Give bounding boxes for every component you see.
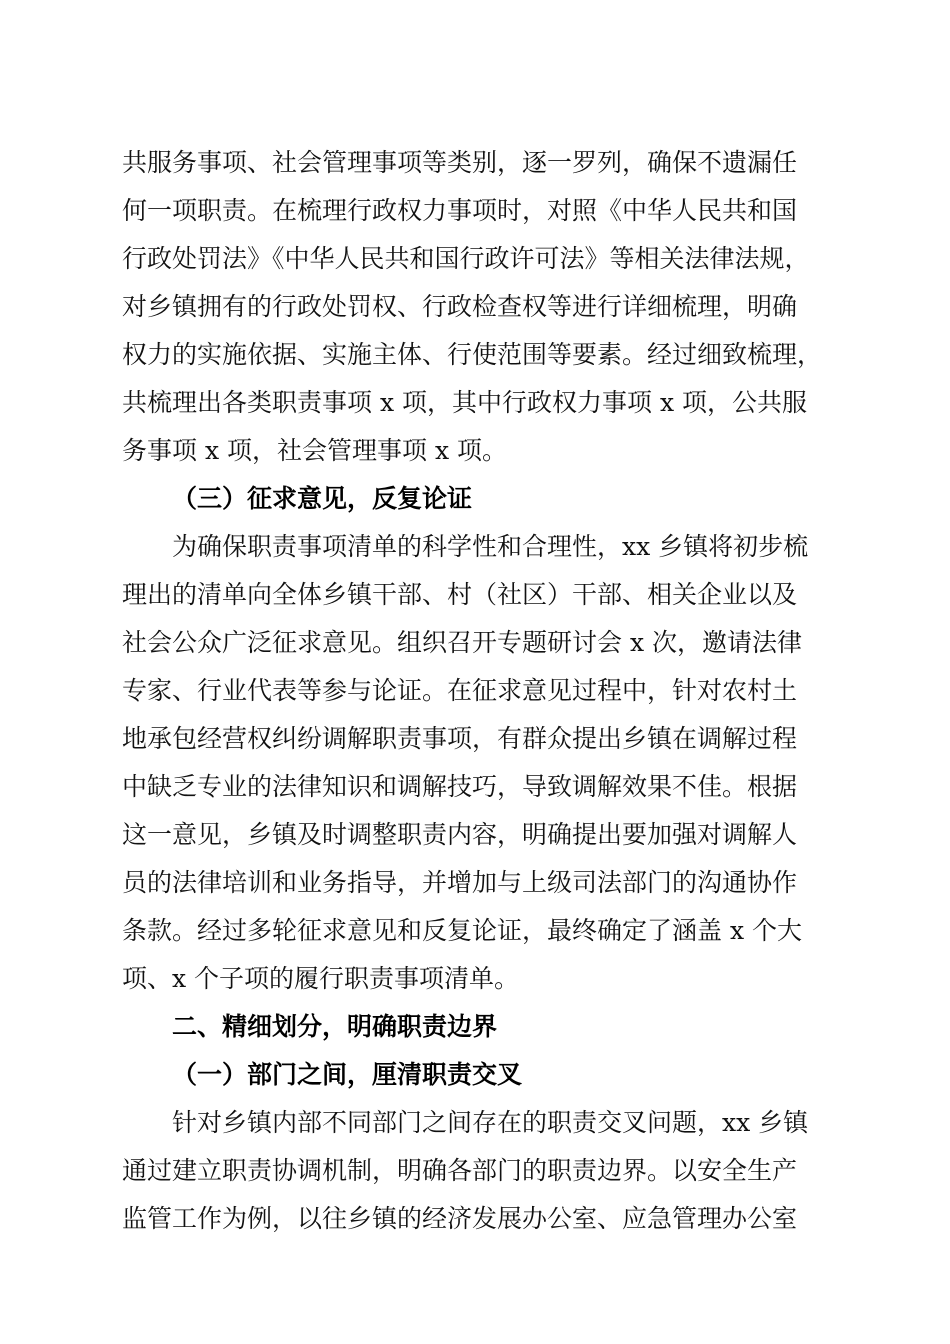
paragraph-2-line-8: 员的法律培训和业务指导，并增加与上级司法部门的沟通协作 xyxy=(122,868,798,897)
paragraph-2-line-3: 社会公众广泛征求意见。组织召开专题研讨会 x 次，邀请法律 xyxy=(122,628,802,657)
paragraph-1-line-2: 何一项职责。在梳理行政权力事项时，对照《中华人民共和国 xyxy=(122,196,798,225)
paragraph-2-line-10: 项、x 个子项的履行职责事项清单。 xyxy=(122,964,520,993)
subheading-2-1: （一）部门之间，厘清职责交叉 xyxy=(172,1060,523,1089)
section-heading-2: 二、精细划分，明确职责边界 xyxy=(172,1012,498,1041)
paragraph-1-line-4: 对乡镇拥有的行政处罚权、行政检查权等进行详细梳理，明确 xyxy=(122,292,798,321)
paragraph-1-line-3: 行政处罚法》《中华人民共和国行政许可法》等相关法律法规， xyxy=(122,244,810,273)
paragraph-2-line-2: 理出的清单向全体乡镇干部、村（社区）干部、相关企业以及 xyxy=(122,580,798,609)
paragraph-1-line-6: 共梳理出各类职责事项 x 项，其中行政权力事项 x 项，公共服 xyxy=(122,388,807,417)
paragraph-1-line-5: 权力的实施依据、实施主体、行使范围等要素。经过细致梳理， xyxy=(122,340,823,369)
paragraph-2-line-1: 为确保职责事项清单的科学性和合理性，xx 乡镇将初步梳 xyxy=(172,532,809,561)
paragraph-2-line-5: 地承包经营权纠纷调解职责事项，有群众提出乡镇在调解过程 xyxy=(122,724,798,753)
paragraph-3-line-1: 针对乡镇内部不同部门之间存在的职责交叉问题，xx 乡镇 xyxy=(172,1108,809,1137)
paragraph-3-line-3: 监管工作为例，以往乡镇的经济发展办公室、应急管理办公室 xyxy=(122,1204,798,1233)
paragraph-2-line-7: 这一意见，乡镇及时调整职责内容，明确提出要加强对调解人 xyxy=(122,820,798,849)
paragraph-3-line-2: 通过建立职责协调机制，明确各部门的职责边界。以安全生产 xyxy=(122,1156,798,1185)
paragraph-2-line-9: 条款。经过多轮征求意见和反复论证，最终确定了涵盖 x 个大 xyxy=(122,916,802,945)
paragraph-2-line-6: 中缺乏专业的法律知识和调解技巧，导致调解效果不佳。根据 xyxy=(122,772,798,801)
paragraph-1-line-1: 共服务事项、社会管理事项等类别，逐一罗列，确保不遗漏任 xyxy=(122,148,798,177)
paragraph-2-line-4: 专家、行业代表等参与论证。在征求意见过程中，针对农村土 xyxy=(122,676,798,705)
paragraph-1-line-7: 务事项 x 项，社会管理事项 x 项。 xyxy=(122,436,507,465)
subheading-3: （三）征求意见，反复论证 xyxy=(172,484,473,513)
